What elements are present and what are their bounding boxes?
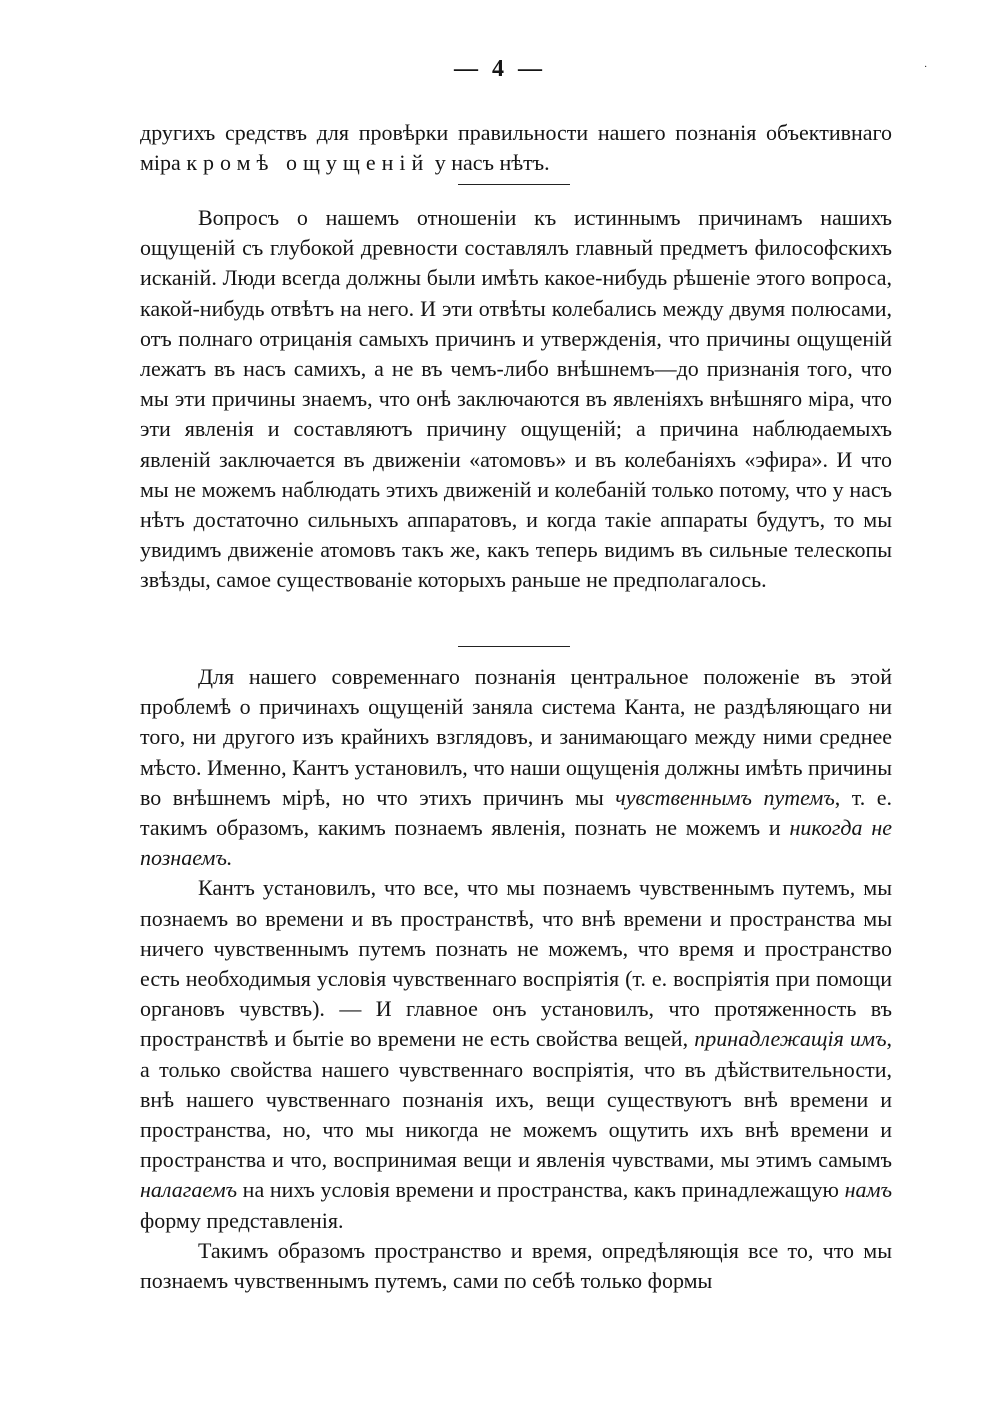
italic-text: чувственнымъ путемъ	[615, 784, 835, 810]
paragraph	[140, 662, 892, 873]
italic-text: налагаемъ	[140, 1177, 238, 1203]
text-run: на нихъ условія времени и пространства, какъ принадлежащую	[237, 1177, 845, 1203]
paragraph	[140, 873, 892, 1235]
text-run: форму представленія.	[140, 1207, 344, 1233]
italic-text: принадлежащія имъ	[694, 1026, 887, 1052]
paragraph: Вопросъ о нашемъ отношеніи къ истиннымъ причинамъ нашихъ ощущеній съ глубокой древности составлялъ главный предметъ философскихъ исканій. Люди всегда должны были имѣть какое-нибудь рѣшеніе этого вопроса, какой-нибудь отвѣтъ на него. И эти отвѣты колебались между двумя полюсами, отъ полнаго отрицанія самыхъ причинъ и утвержденія, что причины ощущеній лежатъ въ насъ самихъ, а не въ чемъ-либо внѣшнемъ—до признанія того, что мы эти причины знаемъ, что онѣ заключаются въ явленіяхъ внѣшняго міра, что эти явленія и составляютъ причину ощущеній; а причина наблюдаемыхъ явленій заключается въ движеніи «атомовъ» и въ колебаніяхъ «эфира». И что мы не можемъ наблюдать этихъ движеній и колебаній только потому, что у насъ нѣтъ достаточно сильныхъ аппаратовъ, и когда такіе аппараты будутъ, то мы увидимъ движеніе атомовъ такъ же, какъ теперь видимъ въ сильные телескопы звѣзды, самое существованіе которыхъ раньше не предполагалось.	[140, 205, 892, 593]
text-run: , а только свойства нашего чувственнаго воспріятія, что въ дѣйствительности, внѣ нашего чувственнаго познанія ихъ, вещи существуютъ внѣ времени и пространства, но, что мы никогда не можемъ ощутить ихъ внѣ времени и пространства и что, воспринимая вещи и явленія чувствами, мы этимъ самымъ	[140, 1026, 892, 1173]
emphasized-text: кромѣ ощущеній	[186, 150, 430, 176]
italic-text: намъ	[844, 1177, 892, 1203]
text-block-bottom	[140, 662, 892, 1296]
section-divider	[458, 646, 570, 647]
text-run: , т. е. такимъ образомъ, какимъ познаемъ явленія, познать не можемъ и	[140, 784, 892, 841]
text-block-middle	[140, 203, 892, 596]
text-block-top	[140, 118, 892, 178]
stray-mark: ·	[924, 62, 928, 73]
paragraph-continuation	[140, 118, 892, 178]
text-run: у насъ нѣтъ.	[429, 150, 550, 176]
text-run: другихъ средствъ для провѣрки правильности нашего познанія объективнаго міра	[140, 120, 892, 176]
paragraph: Такимъ образомъ пространство и время, опредѣляющія все то, что мы познаемъ чувственнымъ путемъ, сами по себѣ только формы	[140, 1237, 892, 1294]
text-run: Кантъ установилъ, что все, что мы познаемъ чувственнымъ путемъ, мы познаемъ во времени и въ пространствѣ, что внѣ времени и пространства мы ничего чувственнымъ путемъ познать не можемъ, что время и пространство есть необходимыя условія чувственнаго воспріятія (т. е. воспріятія при помощи органовъ чувствъ). — И главное онъ установилъ, что протяженность въ пространствѣ и бытіе во времени не есть свойства вещей,	[140, 875, 892, 1052]
text-run: Для нашего современнаго познанія центральное положеніе въ этой проблемѣ о причинахъ ощущеній заняла система Канта, не раздѣляющаго ни того, ни другого изъ крайнихъ взглядовъ, и занимающаго между ними среднее мѣсто. Именно, Кантъ установилъ, что наши ощущенія должны имѣть причины во внѣшнемъ мірѣ, но что этихъ причинъ мы	[140, 664, 892, 810]
italic-text: никогда не познаемъ.	[140, 815, 893, 871]
section-divider	[458, 184, 570, 185]
page-number: — 4 —	[454, 56, 546, 82]
